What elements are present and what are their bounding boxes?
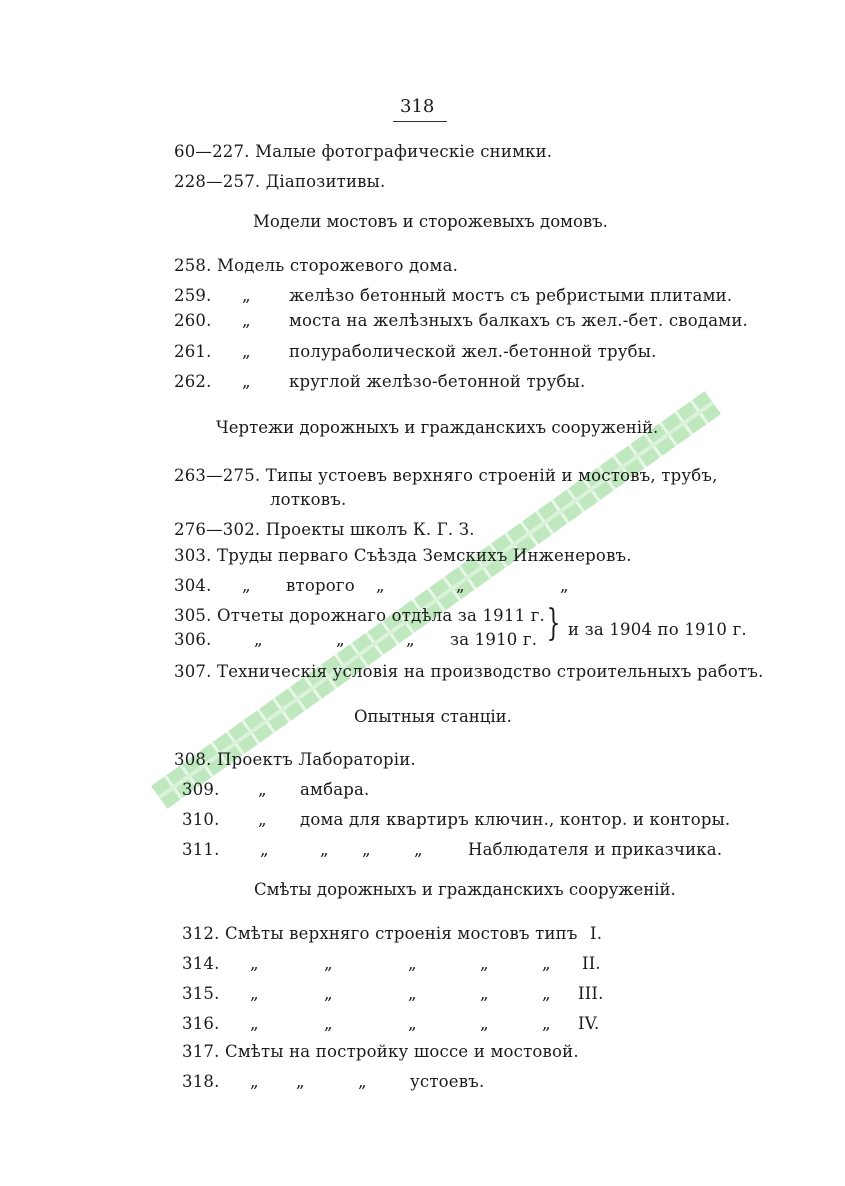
list-item: 311. [182, 840, 220, 859]
ditto-mark: „ [250, 1072, 259, 1091]
list-item: 263—275. Типы устоевъ верхняго строеній и мостовъ, трубъ, [174, 466, 718, 485]
watermark-stripe [151, 391, 721, 809]
ditto-mark: „ [480, 1014, 489, 1033]
section-heading: Опытныя станціи. [354, 707, 512, 726]
section-heading: Модели мостовъ и сторожевыхъ домовъ. [253, 212, 608, 231]
list-item: 318. [182, 1072, 220, 1091]
list-item: 261. [174, 342, 212, 361]
ditto-mark: „ [542, 1014, 551, 1033]
ditto-mark: „ [324, 954, 333, 973]
ditto-mark: „ [362, 840, 371, 859]
list-item: 315. [182, 984, 220, 1003]
list-item-text: круглой желѣзо-бетонной трубы. [289, 372, 586, 391]
ditto-mark: „ [408, 1014, 417, 1033]
list-item: 309. [182, 780, 220, 799]
list-item: 307. Техническія условія на производство строительныхъ работъ. [174, 662, 764, 681]
list-item: 304. [174, 576, 212, 595]
ditto-mark: „ [406, 630, 415, 649]
list-item: 60—227. Малые фотографическіе снимки. [174, 142, 553, 161]
ditto-mark: „ [414, 840, 423, 859]
ditto-mark: „ [242, 311, 251, 330]
list-item-text: устоевъ. [410, 1072, 485, 1091]
ditto-mark: „ [258, 810, 267, 829]
list-item: 306. [174, 630, 212, 649]
ditto-mark: „ [260, 840, 269, 859]
list-item: 314. [182, 954, 220, 973]
section-heading: Смѣты дорожныхъ и гражданскихъ сооруженій. [254, 880, 676, 899]
ditto-mark: „ [358, 1072, 367, 1091]
ditto-mark: „ [376, 576, 385, 595]
type-numeral: I. [590, 924, 603, 943]
ditto-mark: „ [254, 630, 263, 649]
list-item: 276—302. Проекты школъ К. Г. З. [174, 520, 475, 539]
ditto-mark: „ [242, 372, 251, 391]
section-heading: Чертежи дорожныхъ и гражданскихъ сооруженій. [216, 418, 659, 437]
list-item: 310. [182, 810, 220, 829]
page-number: 318 [400, 96, 435, 117]
ditto-mark: „ [250, 954, 259, 973]
brace: } [546, 603, 561, 644]
brace-note: и за 1904 по 1910 г. [568, 620, 747, 639]
type-numeral: II. [582, 954, 601, 973]
type-numeral: IV. [578, 1014, 600, 1033]
ditto-mark: „ [258, 780, 267, 799]
list-item: 228—257. Діапозитивы. [174, 172, 386, 191]
ditto-mark: „ [250, 984, 259, 1003]
list-item-text: дома для квартиръ ключин., контор. и конторы. [300, 810, 731, 829]
list-item: 262. [174, 372, 212, 391]
list-item-text: желѣзо бетонный мостъ съ ребристыми плитами. [289, 286, 733, 305]
list-item: 312. Смѣты верхняго строенія мостовъ типъ [182, 924, 578, 943]
list-item: 316. [182, 1014, 220, 1033]
list-item-text: амбара. [300, 780, 370, 799]
list-item: 317. Смѣты на постройку шоссе и мостовой. [182, 1042, 579, 1061]
ditto-mark: „ [296, 1072, 305, 1091]
list-item-text: Наблюдателя и приказчика. [468, 840, 723, 859]
ditto-mark: „ [560, 576, 569, 595]
type-numeral: III. [578, 984, 604, 1003]
ditto-mark: „ [250, 1014, 259, 1033]
ditto-mark: „ [480, 954, 489, 973]
list-item-text: за 1910 г. [450, 630, 538, 649]
ditto-mark: „ [324, 984, 333, 1003]
list-item-text: полураболической жел.-бетонной трубы. [289, 342, 657, 361]
list-item: 260. [174, 311, 212, 330]
page-number-rule [393, 121, 447, 122]
ditto-mark: „ [242, 286, 251, 305]
ditto-mark: „ [480, 984, 489, 1003]
list-item: 303. Труды перваго Съѣзда Земскихъ Инженеровъ. [174, 546, 632, 565]
ditto-mark: „ [408, 984, 417, 1003]
ditto-mark: „ [242, 576, 251, 595]
ditto-mark: „ [320, 840, 329, 859]
list-item: 308. Проектъ Лабораторіи. [174, 750, 416, 769]
list-item: 259. [174, 286, 212, 305]
list-item: 305. Отчеты дорожнаго отдѣла за 1911 г. [174, 606, 546, 625]
list-item-continuation: лотковъ. [270, 490, 347, 509]
ditto-mark: „ [542, 984, 551, 1003]
list-item-text: второго [286, 576, 355, 595]
list-item: 258. Модель сторожевого дома. [174, 256, 459, 275]
ditto-mark: „ [408, 954, 417, 973]
ditto-mark: „ [456, 576, 465, 595]
ditto-mark: „ [242, 342, 251, 361]
list-item-text: моста на желѣзныхъ балкахъ съ жел.-бет. сводами. [289, 311, 748, 330]
ditto-mark: „ [336, 630, 345, 649]
ditto-mark: „ [324, 1014, 333, 1033]
ditto-mark: „ [542, 954, 551, 973]
